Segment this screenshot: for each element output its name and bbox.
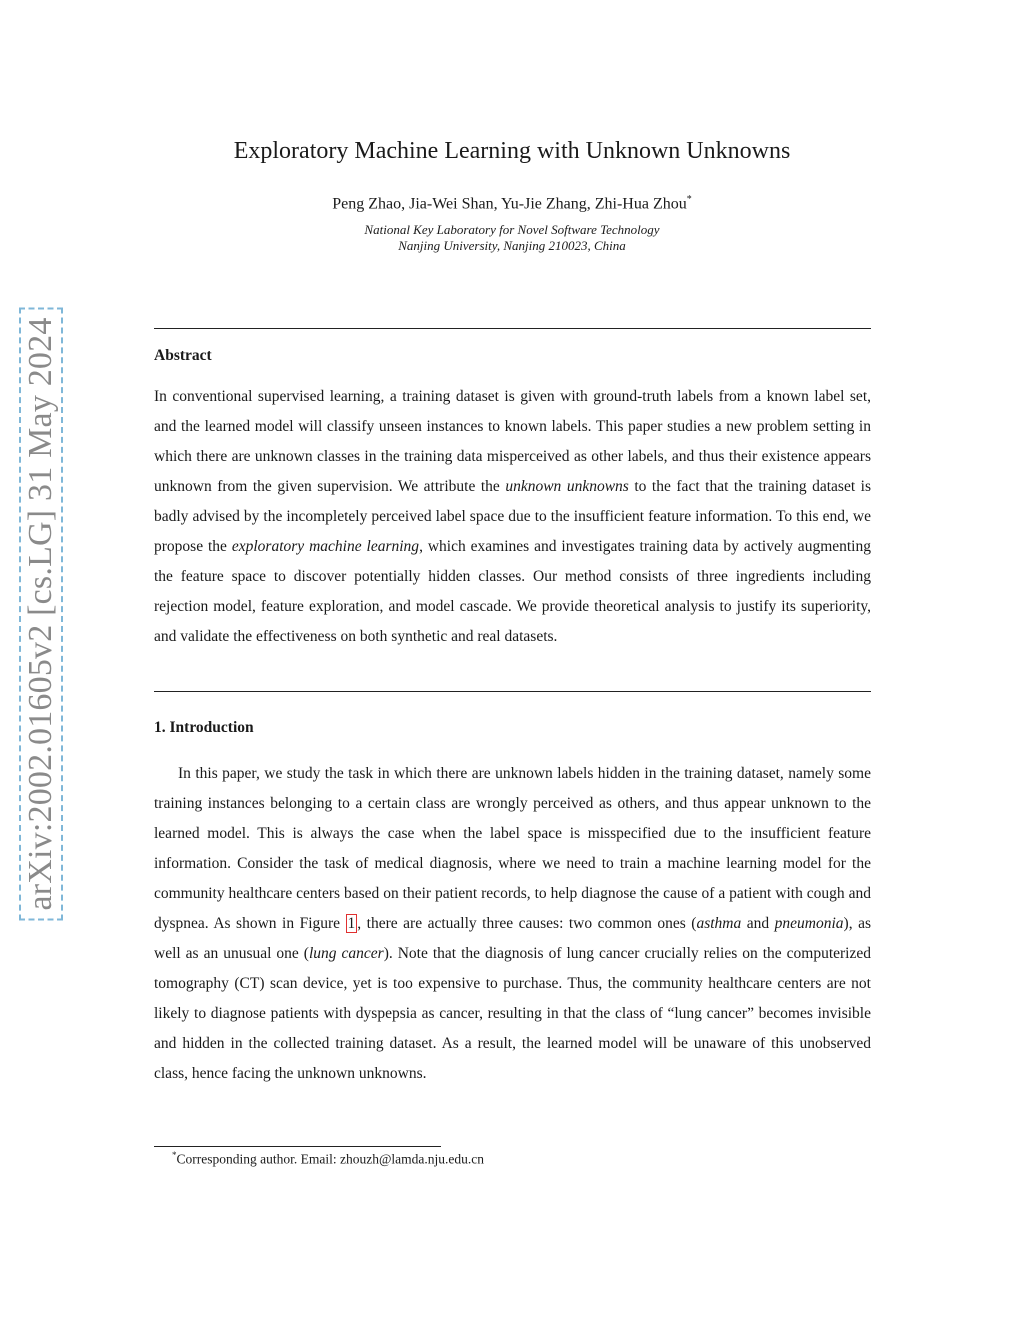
corresponding-author-mark[interactable]: * <box>686 194 692 205</box>
abstract-emphasis-unknown-unknowns: unknown unknowns <box>505 478 629 495</box>
abstract-text-part-1: In conventional supervised learning, a training dataset is given with ground-truth labels from a known label set, and the learned model will classify unseen instances to known labels. This paper studies a new problem setting in which there are unknown classes in the training data misperceived as other labels, and thus their existence appears unknown from the given supervision. We attribute the <box>154 388 871 495</box>
arxiv-identifier-stamp[interactable]: arXiv:2002.01605v2 [cs.LG] 31 May 2024 <box>19 307 63 920</box>
footnote-rule <box>154 1146 441 1147</box>
intro-text-part-5: ). Note that the diagnosis of lung cancer crucially relies on the computerized tomography (CT) scan device, yet is too expensive to purchase. Thus, the community healthcare centers are not likely to diagnose patients with dyspepsia as cancer, resulting in that the class of “lung cancer” becomes invisible and hidden in the collected training dataset. As a result, the learned model will be unaware of this unobserved class, hence facing the unknown unknowns. <box>154 945 872 1082</box>
intro-text-part-3: and <box>741 915 775 932</box>
paper-title: Exploratory Machine Learning with Unknown Unknowns <box>233 138 791 164</box>
author-names: Peng Zhao, Jia-Wei Shan, Yu-Jie Zhang, Zhi-Hua Zhou <box>332 195 687 213</box>
intro-emphasis-lung-cancer: lung cancer <box>308 945 384 962</box>
abstract-text-part-3: , which examines and investigates training data by actively augmenting the feature space to discover potentially hidden classes. Our method consists of three ingredients including rejection model, feature exploration, and model cascade. We provide theoretical analysis to justify its superiority, and validate the effectiveness on both synthetic and real datasets. <box>154 538 871 645</box>
abstract-body <box>154 382 871 652</box>
figure-1-link[interactable]: 1 <box>347 915 356 932</box>
affiliation-line-2: Nanjing University, Nanjing 210023, China <box>398 238 626 253</box>
intro-text-part-2: , there are actually three causes: two common ones ( <box>357 915 697 932</box>
footnote-text: Corresponding author. Email: zhouzh@lamda.nju.edu.cn <box>176 1151 484 1167</box>
intro-emphasis-asthma: asthma <box>696 915 742 932</box>
introduction-body <box>154 759 871 1089</box>
intro-text-part-1: In this paper, we study the task in which there are unknown labels hidden in the training dataset, namely some training instances belonging to a certain class are wrongly perceived as others, and thus appear unknown to the learned model. This is always the case when the label space is misspecified due to the insufficient feature information. Consider the task of medical diagnosis, where we need to train a machine learning model for the community healthcare centers based on their patient records, to help diagnose the cause of a patient with cough and dyspnea. As shown in Figure <box>154 765 871 932</box>
affiliation-line-1: National Key Laboratory for Novel Software Technology <box>364 222 660 237</box>
abstract-text-part-2: to the fact that the training dataset is badly advised by the incompletely perceived label space due to the insufficient feature information. To this end, we propose the <box>154 478 872 555</box>
abstract-bottom-rule <box>154 691 871 692</box>
abstract-emphasis-exploratory-ml: exploratory machine learning <box>231 538 420 555</box>
footnote-mark: * <box>172 1150 177 1160</box>
author-list <box>0 194 1024 213</box>
abstract-heading: Abstract <box>154 347 212 364</box>
introduction-heading: 1. Introduction <box>154 719 254 736</box>
abstract-top-rule <box>154 328 871 329</box>
intro-emphasis-pneumonia: pneumonia <box>774 915 844 932</box>
intro-text-part-4: ), as well as an unusual one ( <box>154 915 871 962</box>
footnote <box>172 1150 484 1168</box>
